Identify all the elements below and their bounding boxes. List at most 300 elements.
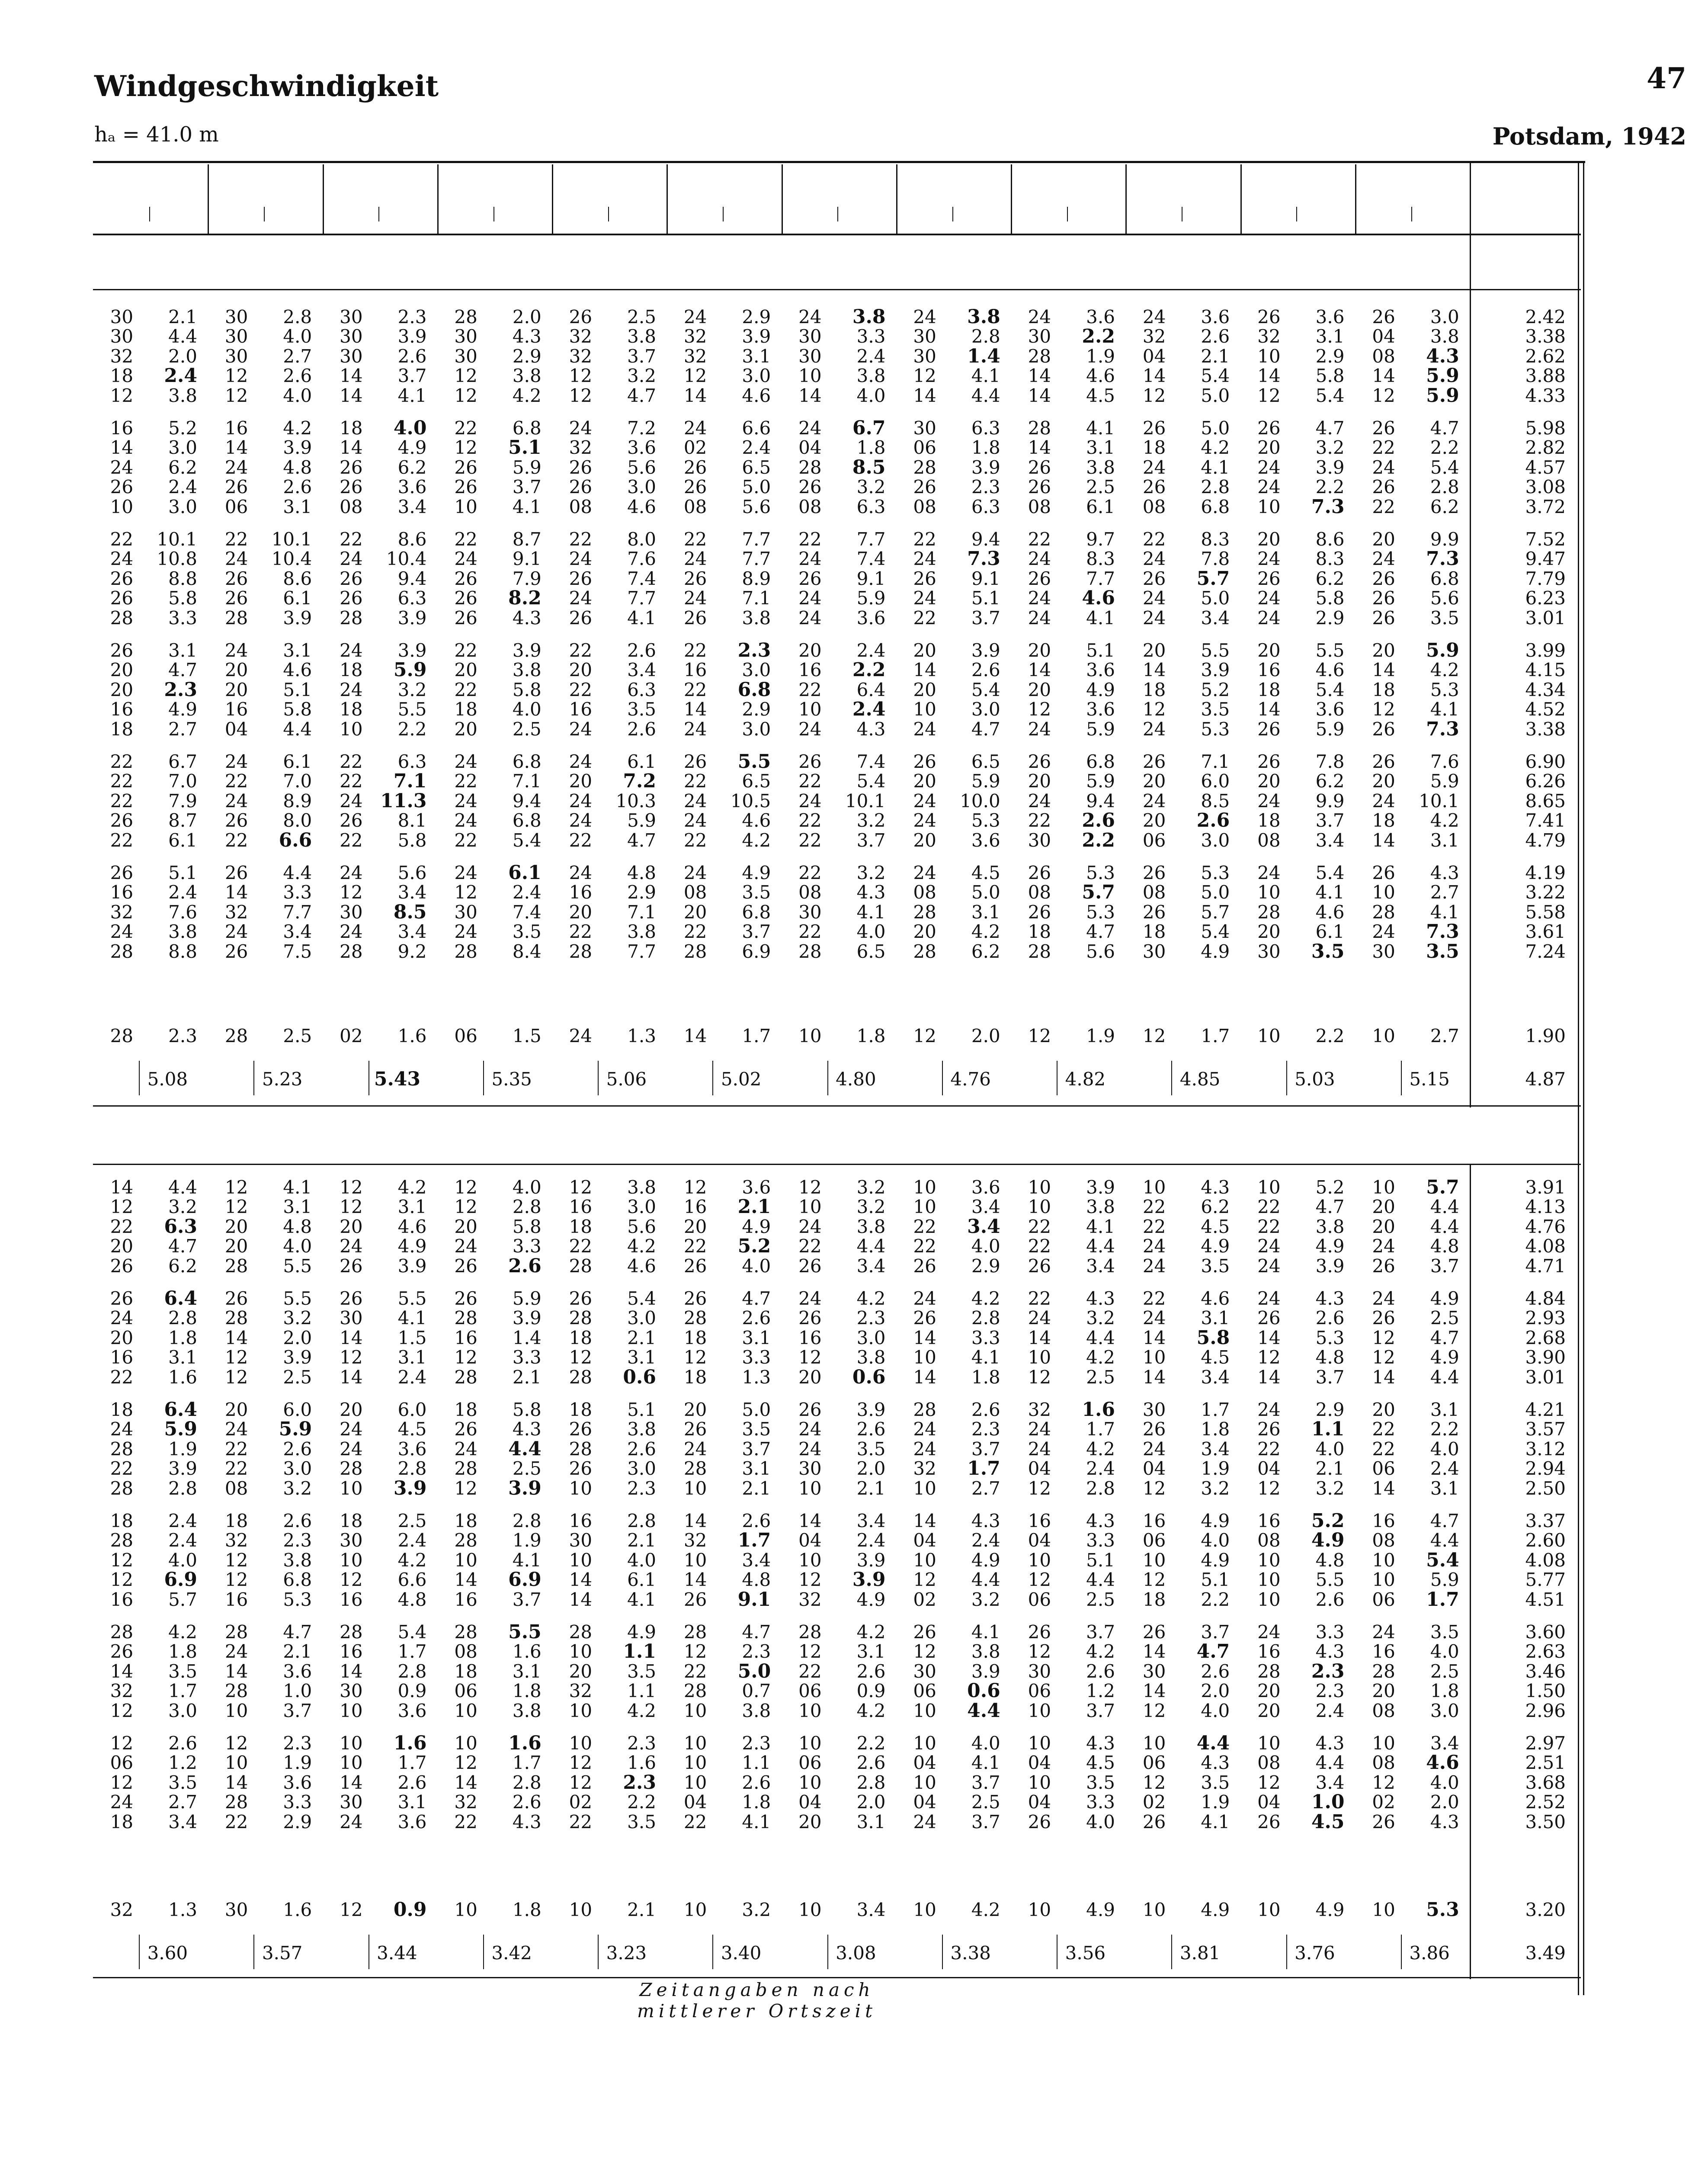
wind-direction: 24	[1372, 548, 1395, 570]
wind-direction: 12	[1028, 1025, 1051, 1046]
wind-direction: 24	[1257, 1399, 1281, 1420]
wind-direction: 22	[110, 529, 134, 550]
wind-direction: 18	[340, 1510, 363, 1531]
column-divider	[896, 164, 897, 234]
wind-direction: 26	[1028, 1811, 1051, 1832]
wind-direction: 14	[683, 385, 707, 406]
interval-mean: 5.08	[147, 1069, 188, 1090]
wind-direction: 24	[110, 456, 134, 478]
wind-direction: 26	[110, 587, 134, 609]
wind-speed: 1.6	[508, 1732, 542, 1754]
wind-direction: 10	[1257, 1549, 1281, 1571]
wind-direction: 22	[569, 1236, 593, 1257]
wind-speed: 5.9	[1426, 384, 1459, 407]
wind-speed: 2.4	[856, 640, 886, 661]
wind-speed: 4.7	[742, 1288, 771, 1309]
wind-speed: 4.0	[283, 1236, 312, 1257]
wind-speed: 2.9	[1315, 607, 1345, 629]
wind-speed: 1.6	[512, 1641, 542, 1662]
wind-speed: 1.7	[967, 1457, 1000, 1480]
wind-direction: 04	[1028, 1752, 1051, 1774]
wind-direction: 24	[1257, 1288, 1281, 1309]
wind-speed: 4.1	[283, 1177, 312, 1198]
wind-speed: 5.0	[737, 1660, 771, 1682]
column-divider	[723, 207, 724, 221]
wind-speed: 2.9	[283, 1811, 312, 1832]
station-year: Potsdam, 1942	[1492, 122, 1686, 150]
wind-speed: 4.8	[1430, 1236, 1459, 1257]
wind-speed: 2.6	[283, 1438, 312, 1460]
wind-speed: 3.1	[397, 1196, 427, 1218]
wind-direction: 32	[683, 345, 707, 367]
wind-speed: 2.7	[168, 1791, 197, 1813]
wind-speed: 6.1	[508, 862, 542, 884]
wind-direction: 22	[224, 1811, 248, 1832]
wind-direction: 20	[224, 1216, 248, 1237]
wind-direction: 30	[454, 345, 477, 367]
wind-direction: 18	[110, 1399, 134, 1420]
daily-mean: 9.47	[1525, 548, 1566, 570]
wind-direction: 20	[224, 659, 248, 681]
wind-speed: 3.2	[856, 810, 886, 831]
wind-direction: 22	[110, 829, 134, 851]
wind-direction: 26	[1257, 306, 1281, 327]
column-divider	[483, 1061, 484, 1095]
wind-speed: 6.1	[1315, 921, 1345, 943]
wind-speed: 3.5	[1430, 607, 1459, 629]
wind-speed: 2.3	[971, 476, 1000, 498]
daily-mean: 2.97	[1525, 1733, 1566, 1754]
wind-direction: 22	[1372, 1438, 1395, 1460]
wind-direction: 28	[110, 1438, 134, 1460]
wind-speed: 3.7	[512, 476, 542, 498]
wind-speed: 1.6	[627, 1752, 656, 1774]
wind-speed: 3.9	[1201, 659, 1230, 681]
daily-mean: 2.60	[1525, 1530, 1566, 1551]
column-divider	[782, 164, 783, 234]
wind-direction: 24	[1372, 921, 1395, 943]
wind-speed: 4.8	[397, 1589, 427, 1610]
wind-speed: 4.7	[1430, 417, 1459, 439]
wind-direction: 22	[1142, 1216, 1166, 1237]
wind-speed: 8.6	[397, 529, 427, 550]
wind-direction: 22	[454, 770, 477, 792]
wind-speed: 4.6	[283, 659, 312, 681]
wind-direction: 26	[913, 1307, 936, 1329]
wind-speed: 10.4	[271, 548, 312, 570]
wind-speed: 4.7	[1196, 1640, 1230, 1663]
wind-direction: 26	[683, 1589, 707, 1610]
wind-speed: 3.3	[971, 1327, 1000, 1348]
wind-direction: 26	[1372, 476, 1395, 498]
wind-speed: 3.9	[397, 326, 427, 347]
wind-speed: 5.9	[1430, 1569, 1459, 1591]
wind-direction: 30	[1372, 940, 1395, 962]
daily-mean: 2.68	[1525, 1327, 1566, 1348]
wind-speed: 4.4	[1430, 1216, 1459, 1237]
daily-mean: 4.71	[1525, 1255, 1566, 1277]
wind-speed: 6.4	[856, 679, 886, 700]
wind-direction: 20	[1257, 770, 1281, 792]
wind-direction: 24	[798, 548, 822, 570]
wind-speed: 4.7	[1086, 921, 1115, 943]
wind-direction: 24	[569, 548, 593, 570]
column-divider	[1296, 207, 1297, 221]
wind-speed: 5.4	[1315, 679, 1345, 700]
wind-direction: 20	[110, 659, 134, 681]
wind-speed: 3.9	[852, 1569, 886, 1591]
wind-direction: 24	[913, 1438, 936, 1460]
wind-speed: 2.6	[1315, 1589, 1345, 1610]
wind-speed: 2.8	[397, 1660, 427, 1682]
wind-speed: 2.1	[627, 1899, 656, 1920]
wind-speed: 3.8	[742, 607, 771, 629]
wind-speed: 3.5	[1311, 940, 1345, 963]
daily-mean: 4.84	[1525, 1288, 1566, 1309]
wind-direction: 12	[110, 1196, 134, 1218]
wind-direction: 10	[1028, 1700, 1051, 1721]
wind-direction: 24	[340, 1236, 363, 1257]
wind-direction: 16	[340, 1589, 363, 1610]
wind-speed: 3.6	[627, 437, 656, 459]
wind-direction: 20	[569, 901, 593, 923]
wind-speed: 3.9	[397, 607, 427, 629]
wind-direction: 16	[1372, 1641, 1395, 1662]
wind-direction: 10	[1257, 1569, 1281, 1591]
wind-direction: 18	[1142, 921, 1166, 943]
wind-direction: 08	[1372, 1752, 1395, 1774]
wind-direction: 18	[1372, 810, 1395, 831]
wind-speed: 3.1	[283, 1196, 312, 1218]
wind-direction: 30	[340, 345, 363, 367]
wind-speed: 4.4	[168, 1177, 197, 1198]
wind-direction: 24	[798, 607, 822, 629]
wind-speed: 3.8	[1430, 326, 1459, 347]
wind-speed: 3.3	[1086, 1791, 1115, 1813]
wind-speed: 2.4	[1086, 1458, 1115, 1479]
wind-speed: 7.9	[168, 790, 197, 812]
wind-direction: 04	[1028, 1530, 1051, 1551]
wind-direction: 26	[1142, 901, 1166, 923]
wind-speed: 5.8	[397, 829, 427, 851]
wind-speed: 4.1	[627, 1589, 656, 1610]
wind-speed: 2.8	[627, 1510, 656, 1531]
wind-direction: 22	[683, 1660, 707, 1682]
rule	[93, 1977, 1581, 1978]
wind-direction: 26	[683, 1288, 707, 1309]
wind-direction: 22	[1028, 1236, 1051, 1257]
wind-direction: 28	[1257, 1660, 1281, 1682]
wind-direction: 10	[1372, 1549, 1395, 1571]
wind-speed: 4.4	[1086, 1327, 1115, 1348]
wind-speed: 0.9	[393, 1899, 427, 1921]
column-divider	[837, 207, 838, 221]
wind-speed: 7.7	[1086, 568, 1115, 589]
wind-direction: 26	[110, 640, 134, 661]
wind-direction: 10	[569, 1641, 593, 1662]
wind-direction: 30	[798, 1458, 822, 1479]
wind-speed: 2.6	[742, 1510, 771, 1531]
wind-direction: 12	[1142, 1771, 1166, 1793]
wind-speed: 3.1	[1430, 829, 1459, 851]
wind-speed: 3.9	[856, 1399, 886, 1420]
wind-speed: 4.2	[856, 1288, 886, 1309]
wind-speed: 4.4	[1430, 1196, 1459, 1218]
column-divider	[378, 207, 379, 221]
wind-direction: 24	[1142, 1255, 1166, 1277]
wind-speed: 4.4	[971, 1569, 1000, 1591]
wind-speed: 3.1	[742, 1458, 771, 1479]
wind-speed: 1.7	[1201, 1399, 1230, 1420]
wind-direction: 26	[110, 1288, 134, 1309]
wind-direction: 22	[569, 1811, 593, 1832]
wind-direction: 28	[1028, 417, 1051, 439]
daily-mean: 7.41	[1525, 810, 1566, 831]
wind-direction: 26	[913, 568, 936, 589]
wind-speed: 2.2	[397, 718, 427, 740]
wind-speed: 0.6	[852, 1366, 886, 1388]
wind-speed: 3.6	[1086, 659, 1115, 681]
wind-speed: 4.1	[971, 1621, 1000, 1643]
wind-direction: 20	[454, 659, 477, 681]
wind-speed: 7.5	[283, 940, 312, 962]
wind-speed: 5.4	[1426, 1549, 1459, 1571]
column-divider	[1470, 1164, 1471, 1979]
column-divider	[253, 1935, 254, 1969]
wind-speed: 6.3	[164, 1215, 197, 1238]
wind-direction: 10	[1028, 1733, 1051, 1754]
wind-direction: 26	[340, 587, 363, 609]
wind-speed: 2.5	[283, 1025, 312, 1046]
wind-speed: 1.9	[1086, 1025, 1115, 1046]
wind-speed: 0.9	[856, 1680, 886, 1702]
wind-speed: 3.1	[168, 640, 197, 661]
wind-speed: 1.9	[283, 1752, 312, 1774]
wind-speed: 2.2	[1430, 437, 1459, 459]
wind-speed: 3.2	[627, 365, 656, 387]
wind-speed: 2.6	[856, 1660, 886, 1682]
daily-mean: 3.60	[1525, 1621, 1566, 1643]
wind-speed: 6.1	[627, 1569, 656, 1591]
wind-direction: 24	[110, 1307, 134, 1329]
wind-direction: 10	[683, 1899, 707, 1920]
wind-speed: 1.9	[512, 1530, 542, 1551]
wind-speed: 7.6	[168, 901, 197, 923]
wind-direction: 24	[569, 1025, 593, 1046]
wind-direction: 10	[569, 1477, 593, 1499]
page-number: 47	[1647, 61, 1686, 95]
wind-speed: 4.9	[1201, 1899, 1230, 1920]
wind-speed: 7.9	[512, 568, 542, 589]
daily-mean: 6.90	[1525, 751, 1566, 772]
wind-speed: 4.8	[1315, 1347, 1345, 1368]
wind-speed: 4.9	[1201, 940, 1230, 962]
daily-mean: 2.42	[1525, 306, 1566, 327]
wind-speed: 1.9	[1201, 1458, 1230, 1479]
wind-speed: 3.8	[512, 659, 542, 681]
wind-direction: 14	[340, 1327, 363, 1348]
daily-mean: 2.52	[1525, 1791, 1566, 1813]
wind-direction: 22	[798, 529, 822, 550]
wind-direction: 14	[913, 385, 936, 406]
wind-direction: 06	[1142, 829, 1166, 851]
wind-speed: 2.5	[397, 1510, 427, 1531]
wind-speed: 1.8	[168, 1327, 197, 1348]
wind-direction: 24	[683, 862, 707, 883]
wind-direction: 16	[224, 1589, 248, 1610]
wind-speed: 5.3	[1426, 1899, 1459, 1921]
wind-speed: 1.9	[1086, 345, 1115, 367]
wind-speed: 3.0	[742, 365, 771, 387]
wind-direction: 12	[1257, 1771, 1281, 1793]
wind-speed: 3.6	[1201, 306, 1230, 327]
wind-direction: 22	[683, 921, 707, 943]
wind-speed: 2.0	[856, 1458, 886, 1479]
wind-speed: 2.7	[1430, 1025, 1459, 1046]
wind-direction: 24	[1142, 1307, 1166, 1329]
wind-direction: 26	[1372, 587, 1395, 609]
daily-mean: 4.51	[1525, 1589, 1566, 1610]
wind-speed: 3.9	[283, 607, 312, 629]
wind-direction: 26	[110, 568, 134, 589]
wind-direction: 08	[798, 496, 822, 517]
wind-speed: 3.8	[627, 921, 656, 943]
wind-direction: 30	[224, 306, 248, 327]
daily-mean: 2.50	[1525, 1477, 1566, 1499]
wind-speed: 9.9	[1315, 790, 1345, 812]
wind-direction: 30	[1028, 326, 1051, 347]
wind-speed: 4.0	[1430, 1771, 1459, 1793]
wind-direction: 10	[1142, 1177, 1166, 1198]
wind-speed: 2.0	[283, 1327, 312, 1348]
wind-direction: 16	[110, 1347, 134, 1368]
wind-direction: 26	[1257, 751, 1281, 772]
wind-speed: 4.7	[627, 385, 656, 406]
wind-speed: 3.6	[397, 476, 427, 498]
interval-mean: 4.76	[950, 1069, 991, 1090]
wind-direction: 24	[1028, 306, 1051, 327]
wind-direction: 10	[1028, 1177, 1051, 1198]
daily-mean: 3.01	[1525, 1366, 1566, 1388]
wind-direction: 08	[1257, 1530, 1281, 1551]
wind-direction: 26	[569, 568, 593, 589]
wind-speed: 4.0	[1430, 1438, 1459, 1460]
wind-speed: 4.0	[1086, 1811, 1115, 1832]
wind-direction: 24	[454, 1438, 477, 1460]
wind-direction: 32	[569, 326, 593, 347]
wind-speed: 3.1	[397, 1347, 427, 1368]
wind-direction: 26	[454, 456, 477, 478]
wind-speed: 3.6	[397, 1438, 427, 1460]
wind-direction: 24	[569, 862, 593, 883]
column-divider	[598, 1061, 599, 1095]
wind-direction: 26	[1257, 1811, 1281, 1832]
wind-speed: 7.1	[627, 901, 656, 923]
wind-speed: 1.7	[1426, 1588, 1459, 1611]
daily-mean: 7.24	[1525, 940, 1566, 962]
wind-direction: 24	[913, 1811, 936, 1832]
wind-speed: 6.3	[627, 679, 656, 700]
wind-speed: 4.6	[1315, 659, 1345, 681]
wind-speed: 4.1	[1430, 699, 1459, 720]
wind-speed: 5.5	[508, 1621, 542, 1643]
wind-direction: 10	[224, 1752, 248, 1774]
wind-direction: 12	[913, 1025, 936, 1046]
wind-direction: 06	[224, 496, 248, 517]
wind-direction: 26	[1028, 901, 1051, 923]
wind-speed: 3.8	[856, 365, 886, 387]
wind-speed: 4.4	[856, 1236, 886, 1257]
wind-direction: 30	[340, 306, 363, 327]
wind-direction: 24	[569, 718, 593, 740]
wind-speed: 3.5	[1201, 1771, 1230, 1793]
wind-direction: 04	[224, 718, 248, 740]
wind-speed: 5.5	[397, 699, 427, 720]
wind-speed: 5.9	[1086, 718, 1115, 740]
wind-direction: 26	[569, 456, 593, 478]
wind-speed: 3.9	[397, 640, 427, 661]
wind-speed: 2.5	[1430, 1307, 1459, 1329]
wind-speed: 4.3	[856, 718, 886, 740]
wind-direction: 26	[1372, 751, 1395, 772]
wind-direction: 26	[1142, 862, 1166, 883]
wind-direction: 30	[454, 901, 477, 923]
wind-direction: 24	[224, 751, 248, 772]
wind-direction: 32	[1142, 326, 1166, 347]
wind-speed: 3.8	[742, 1700, 771, 1721]
wind-speed: 3.9	[283, 1347, 312, 1368]
wind-direction: 20	[913, 829, 936, 851]
wind-direction: 10	[683, 1549, 707, 1571]
wind-direction: 30	[224, 1899, 248, 1920]
wind-direction: 12	[569, 1177, 593, 1198]
column-divider	[608, 207, 609, 221]
wind-speed: 4.2	[1086, 1347, 1115, 1368]
wind-speed: 2.6	[1086, 1660, 1115, 1682]
wind-direction: 26	[1372, 1811, 1395, 1832]
wind-direction: 30	[340, 1307, 363, 1329]
wind-direction: 24	[454, 790, 477, 812]
wind-speed: 3.7	[397, 365, 427, 387]
wind-direction: 26	[569, 306, 593, 327]
wind-speed: 10.1	[1419, 790, 1459, 812]
wind-direction: 22	[224, 829, 248, 851]
wind-speed: 6.8	[1430, 568, 1459, 589]
wind-direction: 28	[913, 940, 936, 962]
daily-mean: 6.26	[1525, 770, 1566, 792]
wind-direction: 10	[683, 1752, 707, 1774]
wind-direction: 12	[340, 1196, 363, 1218]
wind-direction: 22	[1372, 1418, 1395, 1440]
wind-speed: 4.7	[1430, 1327, 1459, 1348]
wind-direction: 24	[1372, 456, 1395, 478]
wind-direction: 20	[224, 1236, 248, 1257]
wind-speed: 4.3	[1086, 1510, 1115, 1531]
wind-speed: 4.2	[742, 829, 771, 851]
wind-speed: 3.9	[1315, 1255, 1345, 1277]
wind-speed: 3.7	[1086, 1700, 1115, 1721]
wind-direction: 18	[1142, 1589, 1166, 1610]
wind-direction: 24	[1028, 718, 1051, 740]
wind-speed: 5.4	[627, 1288, 656, 1309]
wind-speed: 5.7	[168, 1589, 197, 1610]
wind-direction: 20	[1372, 1216, 1395, 1237]
wind-speed: 3.5	[627, 699, 656, 720]
wind-speed: 2.3	[283, 1530, 312, 1551]
wind-direction: 10	[454, 1899, 477, 1920]
wind-direction: 10	[1372, 1177, 1395, 1198]
wind-speed: 3.5	[1426, 940, 1459, 963]
